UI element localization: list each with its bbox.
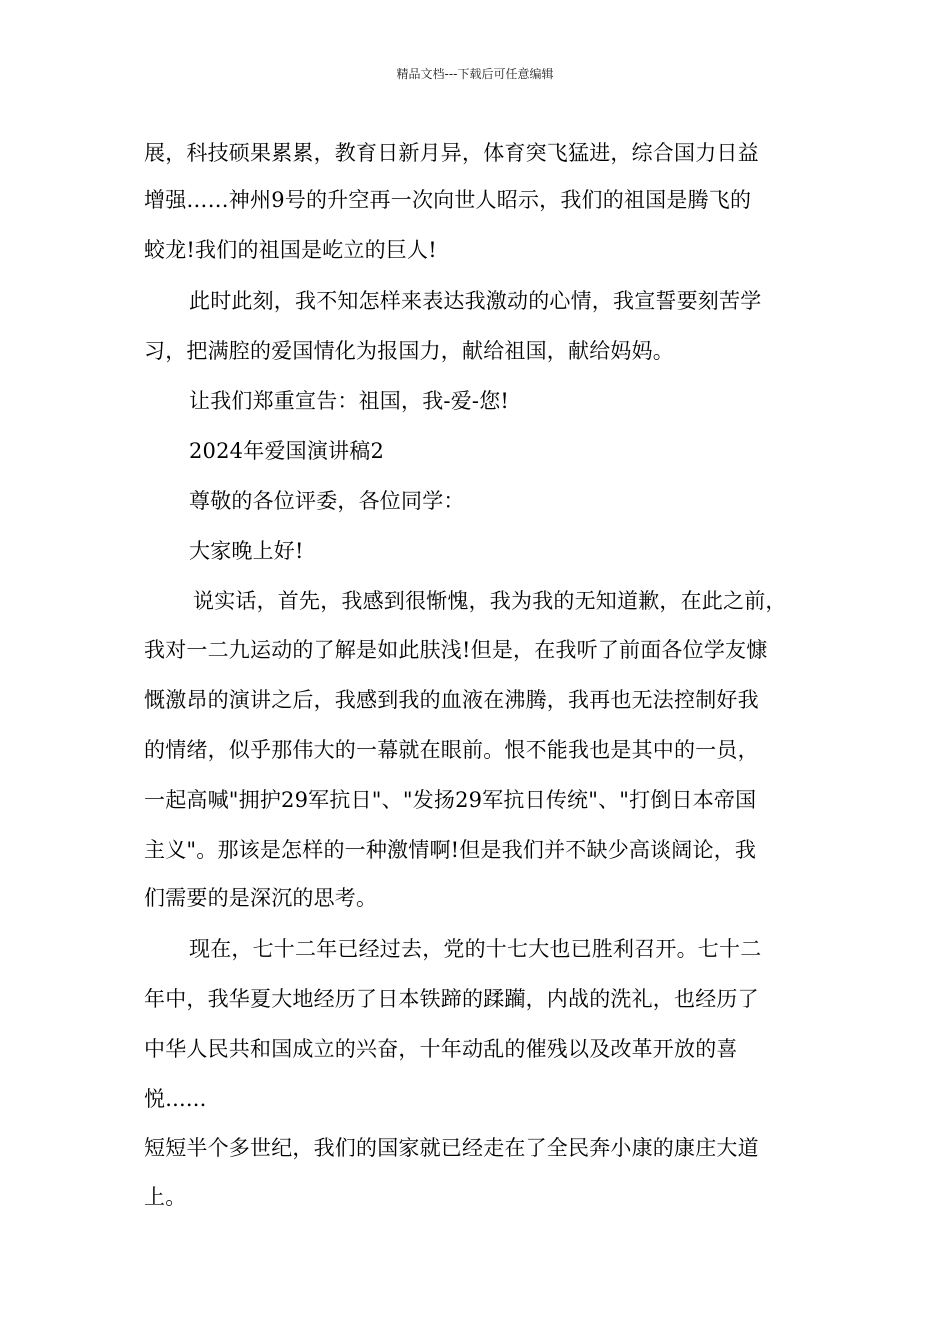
paragraph-line: 们需要的是深沉的思考。 [144, 886, 378, 910]
paragraph-line: 习，把满腔的爱国情化为报国力，献给祖国，献给妈妈。 [144, 339, 674, 363]
page-header: 精品文档---下载后可任意编辑 [396, 67, 554, 81]
paragraph-line: 我对一二九运动的了解是如此肤浅!但是，在我听了前面各位学友慷 [144, 638, 768, 662]
paragraph-line: 的情绪，似乎那伟大的一幕就在眼前。恨不能我也是其中的一员， [144, 738, 759, 762]
paragraph-line: 慨激昂的演讲之后，我感到我的血液在沸腾，我再也无法控制好我 [144, 688, 759, 712]
paragraph-line: 主义"。那该是怎样的一种激情啊!但是我们并不缺少高谈阔论，我 [144, 838, 757, 862]
paragraph-line: 年中，我华夏大地经历了日本铁蹄的蹂躏，内战的洗礼，也经历了 [144, 987, 759, 1011]
paragraph-line: 上。 [144, 1185, 187, 1209]
section-title: 2024年爱国演讲稿2 [189, 439, 385, 463]
greeting: 大家晚上好! [189, 539, 304, 563]
paragraph-line: 增强……神州9号的升空再一次向世人昭示，我们的祖国是腾飞的 [144, 188, 752, 212]
paragraph-line: 一起高喊"拥护29军抗日"、"发扬29军抗日传统"、"打倒日本帝国 [144, 788, 757, 812]
paragraph-line: 展，科技硕果累累，教育日新月异，体育突飞猛进，综合国力日益 [144, 141, 759, 165]
paragraph-line: 中华人民共和国成立的兴奋，十年动乱的催残以及改革开放的喜 [144, 1037, 738, 1061]
paragraph-line: 此时此刻，我不知怎样来表达我激动的心情，我宣誓要刻苦学 [189, 289, 762, 313]
salutation: 尊敬的各位评委，各位同学： [189, 489, 465, 513]
paragraph-line: 蛟龙!我们的祖国是屹立的巨人! [144, 238, 437, 262]
paragraph-line: 短短半个多世纪，我们的国家就已经走在了全民奔小康的康庄大道 [144, 1136, 759, 1160]
paragraph-line: 说实话，首先，我感到很惭愧，我为我的无知道歉，在此之前， [193, 589, 787, 613]
paragraph-line: 让我们郑重宣告：祖国，我-爱-您! [189, 389, 510, 413]
paragraph-line: 现在，七十二年已经过去，党的十七大也已胜利召开。七十二 [189, 937, 762, 961]
paragraph-line: 悦...... [144, 1087, 207, 1111]
